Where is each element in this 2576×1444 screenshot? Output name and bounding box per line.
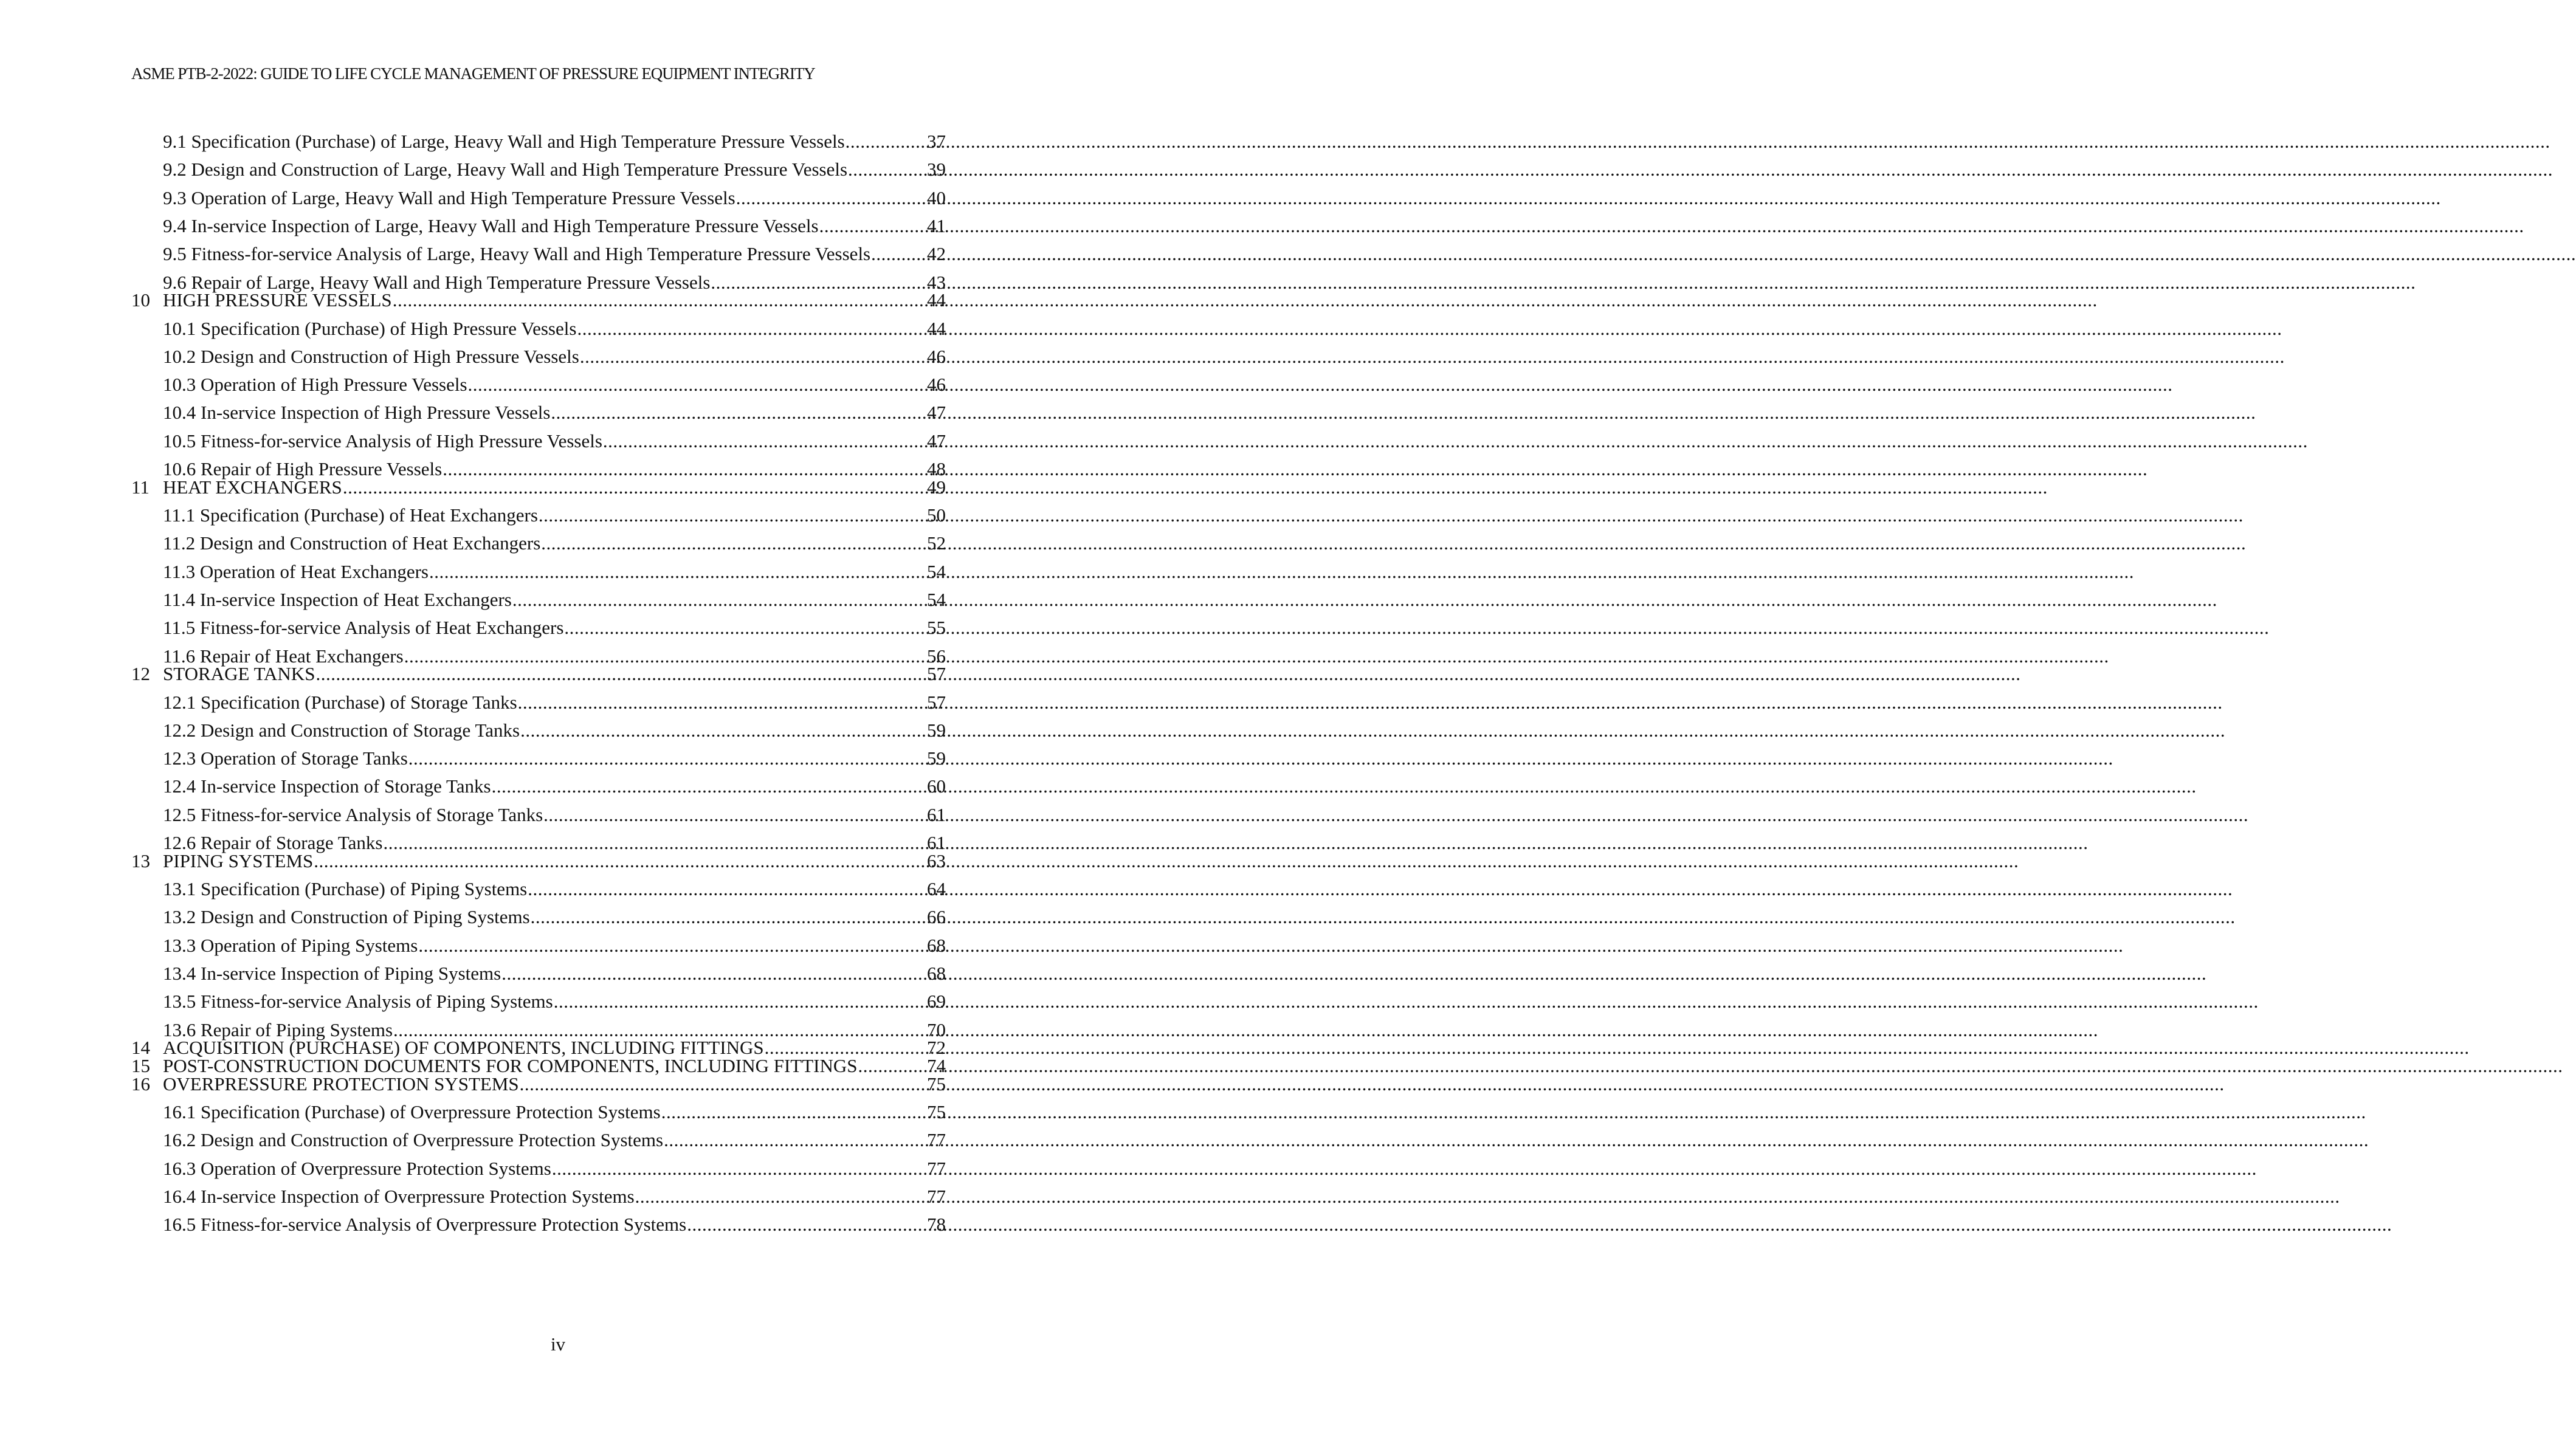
toc-dot-leader xyxy=(664,1129,926,1152)
toc-dot-leader xyxy=(528,878,926,901)
toc-page-number: 48 xyxy=(927,458,946,480)
toc-page-number: 44 xyxy=(927,289,946,311)
toc-section-entry[interactable] xyxy=(163,532,946,555)
toc-section-entry[interactable] xyxy=(163,560,946,583)
toc-section-entry[interactable] xyxy=(163,691,946,714)
toc-page-number: 61 xyxy=(927,832,946,853)
toc-entry-title: 12.4 In-service Inspection of Storage Tanks xyxy=(163,775,491,797)
table-of-contents xyxy=(0,0,1116,1444)
toc-section-entry[interactable] xyxy=(163,1213,946,1236)
toc-entry-title: HIGH PRESSURE VESSELS xyxy=(163,289,392,311)
toc-entry-title: 9.5 Fitness-for-service Analysis of Large, Heavy Wall and High Temperature Pressure Vessels xyxy=(163,243,871,265)
toc-page-number: 56 xyxy=(927,645,946,667)
toc-chapter-entry[interactable] xyxy=(131,476,946,499)
toc-entry-title: POST-CONSTRUCTION DOCUMENTS FOR COMPONENTS, INCLUDING FITTINGS xyxy=(163,1054,858,1076)
toc-entry-title: 13.1 Specification (Purchase) of Piping Systems xyxy=(163,878,528,899)
toc-entry-title: 10.3 Operation of High Pressure Vessels xyxy=(163,374,467,396)
toc-section-entry[interactable] xyxy=(163,373,946,396)
toc-dot-leader xyxy=(520,1073,926,1096)
toc-page-number: 57 xyxy=(927,663,946,685)
toc-page-number: 46 xyxy=(927,345,946,367)
toc-page-number: 68 xyxy=(927,934,946,956)
toc-page-number: 47 xyxy=(927,430,946,452)
toc-section-entry[interactable] xyxy=(163,588,946,611)
toc-dot-leader xyxy=(848,158,926,181)
toc-chapter-entry[interactable] xyxy=(131,1073,946,1096)
toc-dot-leader xyxy=(512,588,926,611)
toc-page-number: 59 xyxy=(927,719,946,741)
toc-section-entry[interactable] xyxy=(163,430,946,453)
toc-entry-title: 9.1 Specification (Purchase) of Large, Heavy Wall and High Temperature Pressure Vessels xyxy=(163,131,845,152)
toc-dot-leader xyxy=(429,560,926,583)
toc-dot-leader xyxy=(393,289,926,312)
toc-entry-title: 9.2 Design and Construction of Large, Heavy Wall and High Temperature Pressure Vessels xyxy=(163,159,848,180)
toc-entry-title: 13.3 Operation of Piping Systems xyxy=(163,934,418,956)
toc-entry-title: 10.4 In-service Inspection of High Pressure Vessels xyxy=(163,402,551,424)
toc-section-entry[interactable] xyxy=(163,962,946,985)
toc-page-number: 61 xyxy=(927,803,946,825)
toc-dot-leader xyxy=(661,1101,926,1124)
toc-entry-title: 13.6 Repair of Piping Systems xyxy=(163,1019,393,1040)
toc-section-entry[interactable] xyxy=(163,215,946,238)
toc-section-entry[interactable] xyxy=(163,616,946,639)
toc-entry-title: 13.2 Design and Construction of Piping Systems xyxy=(163,906,530,928)
toc-section-entry[interactable] xyxy=(163,504,946,527)
toc-dot-leader xyxy=(518,691,926,714)
toc-page-number: 66 xyxy=(927,906,946,928)
toc-section-entry[interactable] xyxy=(163,317,946,340)
toc-entry-title: 11.5 Fitness-for-service Analysis of Heat Exchangers xyxy=(163,617,564,639)
toc-dot-leader xyxy=(501,962,926,985)
toc-dot-leader xyxy=(564,616,926,639)
toc-chapter-entry[interactable] xyxy=(131,662,946,686)
toc-page-number: 47 xyxy=(927,402,946,424)
toc-chapter-number: 16 xyxy=(131,1073,150,1095)
toc-section-entry[interactable] xyxy=(163,401,946,424)
toc-page-number: 50 xyxy=(927,504,946,526)
toc-chapter-number: 10 xyxy=(131,289,150,311)
toc-section-entry[interactable] xyxy=(163,747,946,770)
toc-section-entry[interactable] xyxy=(163,1101,946,1124)
toc-dot-leader xyxy=(819,215,926,238)
toc-entry-title: 12.3 Operation of Storage Tanks xyxy=(163,748,408,769)
toc-dot-leader xyxy=(635,1185,926,1208)
toc-section-entry[interactable] xyxy=(163,775,946,798)
toc-page-number: 52 xyxy=(927,532,946,554)
toc-entry-title: 16.1 Specification (Purchase) of Overpressure Protection Systems xyxy=(163,1101,661,1123)
toc-entry-title: 11.6 Repair of Heat Exchangers xyxy=(163,645,404,667)
toc-dot-leader xyxy=(736,187,926,210)
toc-entry-title: 13.4 In-service Inspection of Piping Systems xyxy=(163,962,501,984)
toc-entry-title: 12.1 Specification (Purchase) of Storage Tanks xyxy=(163,691,517,713)
toc-dot-leader xyxy=(580,345,926,368)
toc-dot-leader xyxy=(315,662,926,686)
toc-page-number: 60 xyxy=(927,775,946,797)
toc-dot-leader xyxy=(408,747,926,770)
toc-entry-title: 16.4 In-service Inspection of Overpressure Protection Systems xyxy=(163,1185,635,1207)
toc-dot-leader xyxy=(539,504,926,527)
toc-page-number: 44 xyxy=(927,317,946,339)
toc-entry-title: STORAGE TANKS xyxy=(163,663,315,685)
toc-section-entry[interactable] xyxy=(163,1185,946,1208)
toc-page-number: 40 xyxy=(927,187,946,208)
toc-page-number: 75 xyxy=(927,1101,946,1123)
toc-entry-title: 12.2 Design and Construction of Storage Tanks xyxy=(163,719,520,741)
toc-dot-leader xyxy=(871,242,926,266)
toc-page-number: 49 xyxy=(927,476,946,498)
toc-entry-title: 11.2 Design and Construction of Heat Exchangers xyxy=(163,532,541,554)
toc-entry-title: 11.1 Specification (Purchase) of Heat Exchangers xyxy=(163,504,538,526)
toc-page-number: 69 xyxy=(927,991,946,1013)
toc-page-number: 77 xyxy=(927,1129,946,1151)
toc-chapter-entry[interactable] xyxy=(131,850,946,873)
toc-entry-title: 9.4 In-service Inspection of Large, Heavy Wall and High Temperature Pressure Vessels xyxy=(163,215,819,236)
toc-dot-leader xyxy=(554,990,926,1013)
toc-dot-leader xyxy=(603,430,926,453)
toc-chapter-number: 12 xyxy=(131,663,150,685)
toc-section-entry[interactable] xyxy=(163,719,946,742)
toc-entry-title: 16.5 Fitness-for-service Analysis of Overpressure Protection Systems xyxy=(163,1214,687,1236)
toc-entry-title: 10.2 Design and Construction of High Pressure Vessels xyxy=(163,345,579,367)
toc-dot-leader xyxy=(492,775,926,798)
toc-dot-leader xyxy=(520,719,926,742)
toc-dot-leader xyxy=(541,532,926,555)
toc-entry-title: OVERPRESSURE PROTECTION SYSTEMS xyxy=(163,1073,519,1095)
running-header: ASME PTB-2-2022: GUIDE TO LIFE CYCLE MANAGEMENT OF PRESSURE EQUIPMENT INTEGRITY xyxy=(131,64,815,83)
toc-entry-title: 11.4 In-service Inspection of Heat Exchangers xyxy=(163,588,512,610)
toc-chapter-number: 15 xyxy=(131,1054,150,1076)
toc-entry-title: 16.3 Operation of Overpressure Protection Systems xyxy=(163,1157,551,1179)
toc-section-entry[interactable] xyxy=(163,934,946,957)
toc-dot-leader xyxy=(418,934,926,957)
toc-entry-title: 9.6 Repair of Large, Heavy Wall and High Temperature Pressure Vessels xyxy=(163,271,711,293)
toc-dot-leader xyxy=(531,906,926,929)
toc-section-entry[interactable] xyxy=(163,906,946,929)
toc-page-number: 39 xyxy=(927,159,946,180)
toc-section-entry[interactable] xyxy=(163,158,946,181)
toc-section-entry[interactable] xyxy=(163,1129,946,1152)
toc-dot-leader xyxy=(551,401,926,424)
toc-page-number: 64 xyxy=(927,878,946,899)
toc-page-number: 78 xyxy=(927,1214,946,1236)
toc-page-number: 57 xyxy=(927,691,946,713)
toc-entry-title: 10.1 Specification (Purchase) of High Pressure Vessels xyxy=(163,317,577,339)
toc-dot-leader xyxy=(687,1213,926,1236)
page-number: iv xyxy=(550,1333,566,1355)
toc-entry-title: PIPING SYSTEMS xyxy=(163,850,314,872)
toc-page-number: 37 xyxy=(927,131,946,152)
toc-entry-title: ACQUISITION (PURCHASE) OF COMPONENTS, INCLUDING FITTINGS xyxy=(163,1037,764,1059)
toc-entry-title: 13.5 Fitness-for-service Analysis of Piping Systems xyxy=(163,991,553,1013)
toc-page-number: 77 xyxy=(927,1157,946,1179)
toc-page-number: 75 xyxy=(927,1073,946,1095)
toc-entry-title: 12.5 Fitness-for-service Analysis of Storage Tanks xyxy=(163,803,543,825)
toc-page-number: 55 xyxy=(927,617,946,639)
toc-dot-leader xyxy=(543,803,926,827)
toc-chapter-number: 11 xyxy=(131,476,150,498)
toc-page-number: 72 xyxy=(927,1037,946,1059)
toc-chapter-number: 14 xyxy=(131,1037,150,1059)
toc-page-number: 77 xyxy=(927,1185,946,1207)
toc-section-entry[interactable] xyxy=(163,187,946,210)
toc-entry-title: 12.6 Repair of Storage Tanks xyxy=(163,832,383,853)
toc-entry-title: HEAT EXCHANGERS xyxy=(163,476,342,498)
toc-page-number: 70 xyxy=(927,1019,946,1040)
toc-page-number: 74 xyxy=(927,1054,946,1076)
toc-page-number: 41 xyxy=(927,215,946,236)
toc-dot-leader xyxy=(468,373,926,396)
toc-section-entry[interactable] xyxy=(163,345,946,368)
toc-page-number: 59 xyxy=(927,748,946,769)
toc-page-number: 63 xyxy=(927,850,946,872)
toc-chapter-entry[interactable] xyxy=(131,289,946,312)
toc-page-number: 43 xyxy=(927,271,946,293)
toc-section-entry[interactable] xyxy=(163,878,946,901)
toc-entry-title: 9.3 Operation of Large, Heavy Wall and High Temperature Pressure Vessels xyxy=(163,187,735,208)
toc-section-entry[interactable] xyxy=(163,990,946,1013)
toc-section-entry[interactable] xyxy=(163,803,946,827)
toc-page-number: 54 xyxy=(927,588,946,610)
toc-entry-title: 10.5 Fitness-for-service Analysis of High Pressure Vessels xyxy=(163,430,602,452)
toc-page-number: 46 xyxy=(927,374,946,396)
toc-page-number: 68 xyxy=(927,962,946,984)
toc-dot-leader xyxy=(845,130,926,153)
toc-chapter-number: 13 xyxy=(131,850,150,872)
toc-section-entry[interactable] xyxy=(163,242,946,266)
toc-dot-leader xyxy=(314,850,926,873)
toc-dot-leader xyxy=(343,476,926,499)
toc-section-entry[interactable] xyxy=(163,1157,946,1180)
toc-dot-leader xyxy=(552,1157,926,1180)
toc-entry-title: 16.2 Design and Construction of Overpressure Protection Systems xyxy=(163,1129,664,1151)
toc-page-number: 54 xyxy=(927,560,946,582)
toc-section-entry[interactable] xyxy=(163,130,946,153)
toc-page-number: 42 xyxy=(927,243,946,265)
toc-dot-leader xyxy=(577,317,926,340)
toc-entry-title: 11.3 Operation of Heat Exchangers xyxy=(163,560,429,582)
toc-entry-title: 10.6 Repair of High Pressure Vessels xyxy=(163,458,443,480)
